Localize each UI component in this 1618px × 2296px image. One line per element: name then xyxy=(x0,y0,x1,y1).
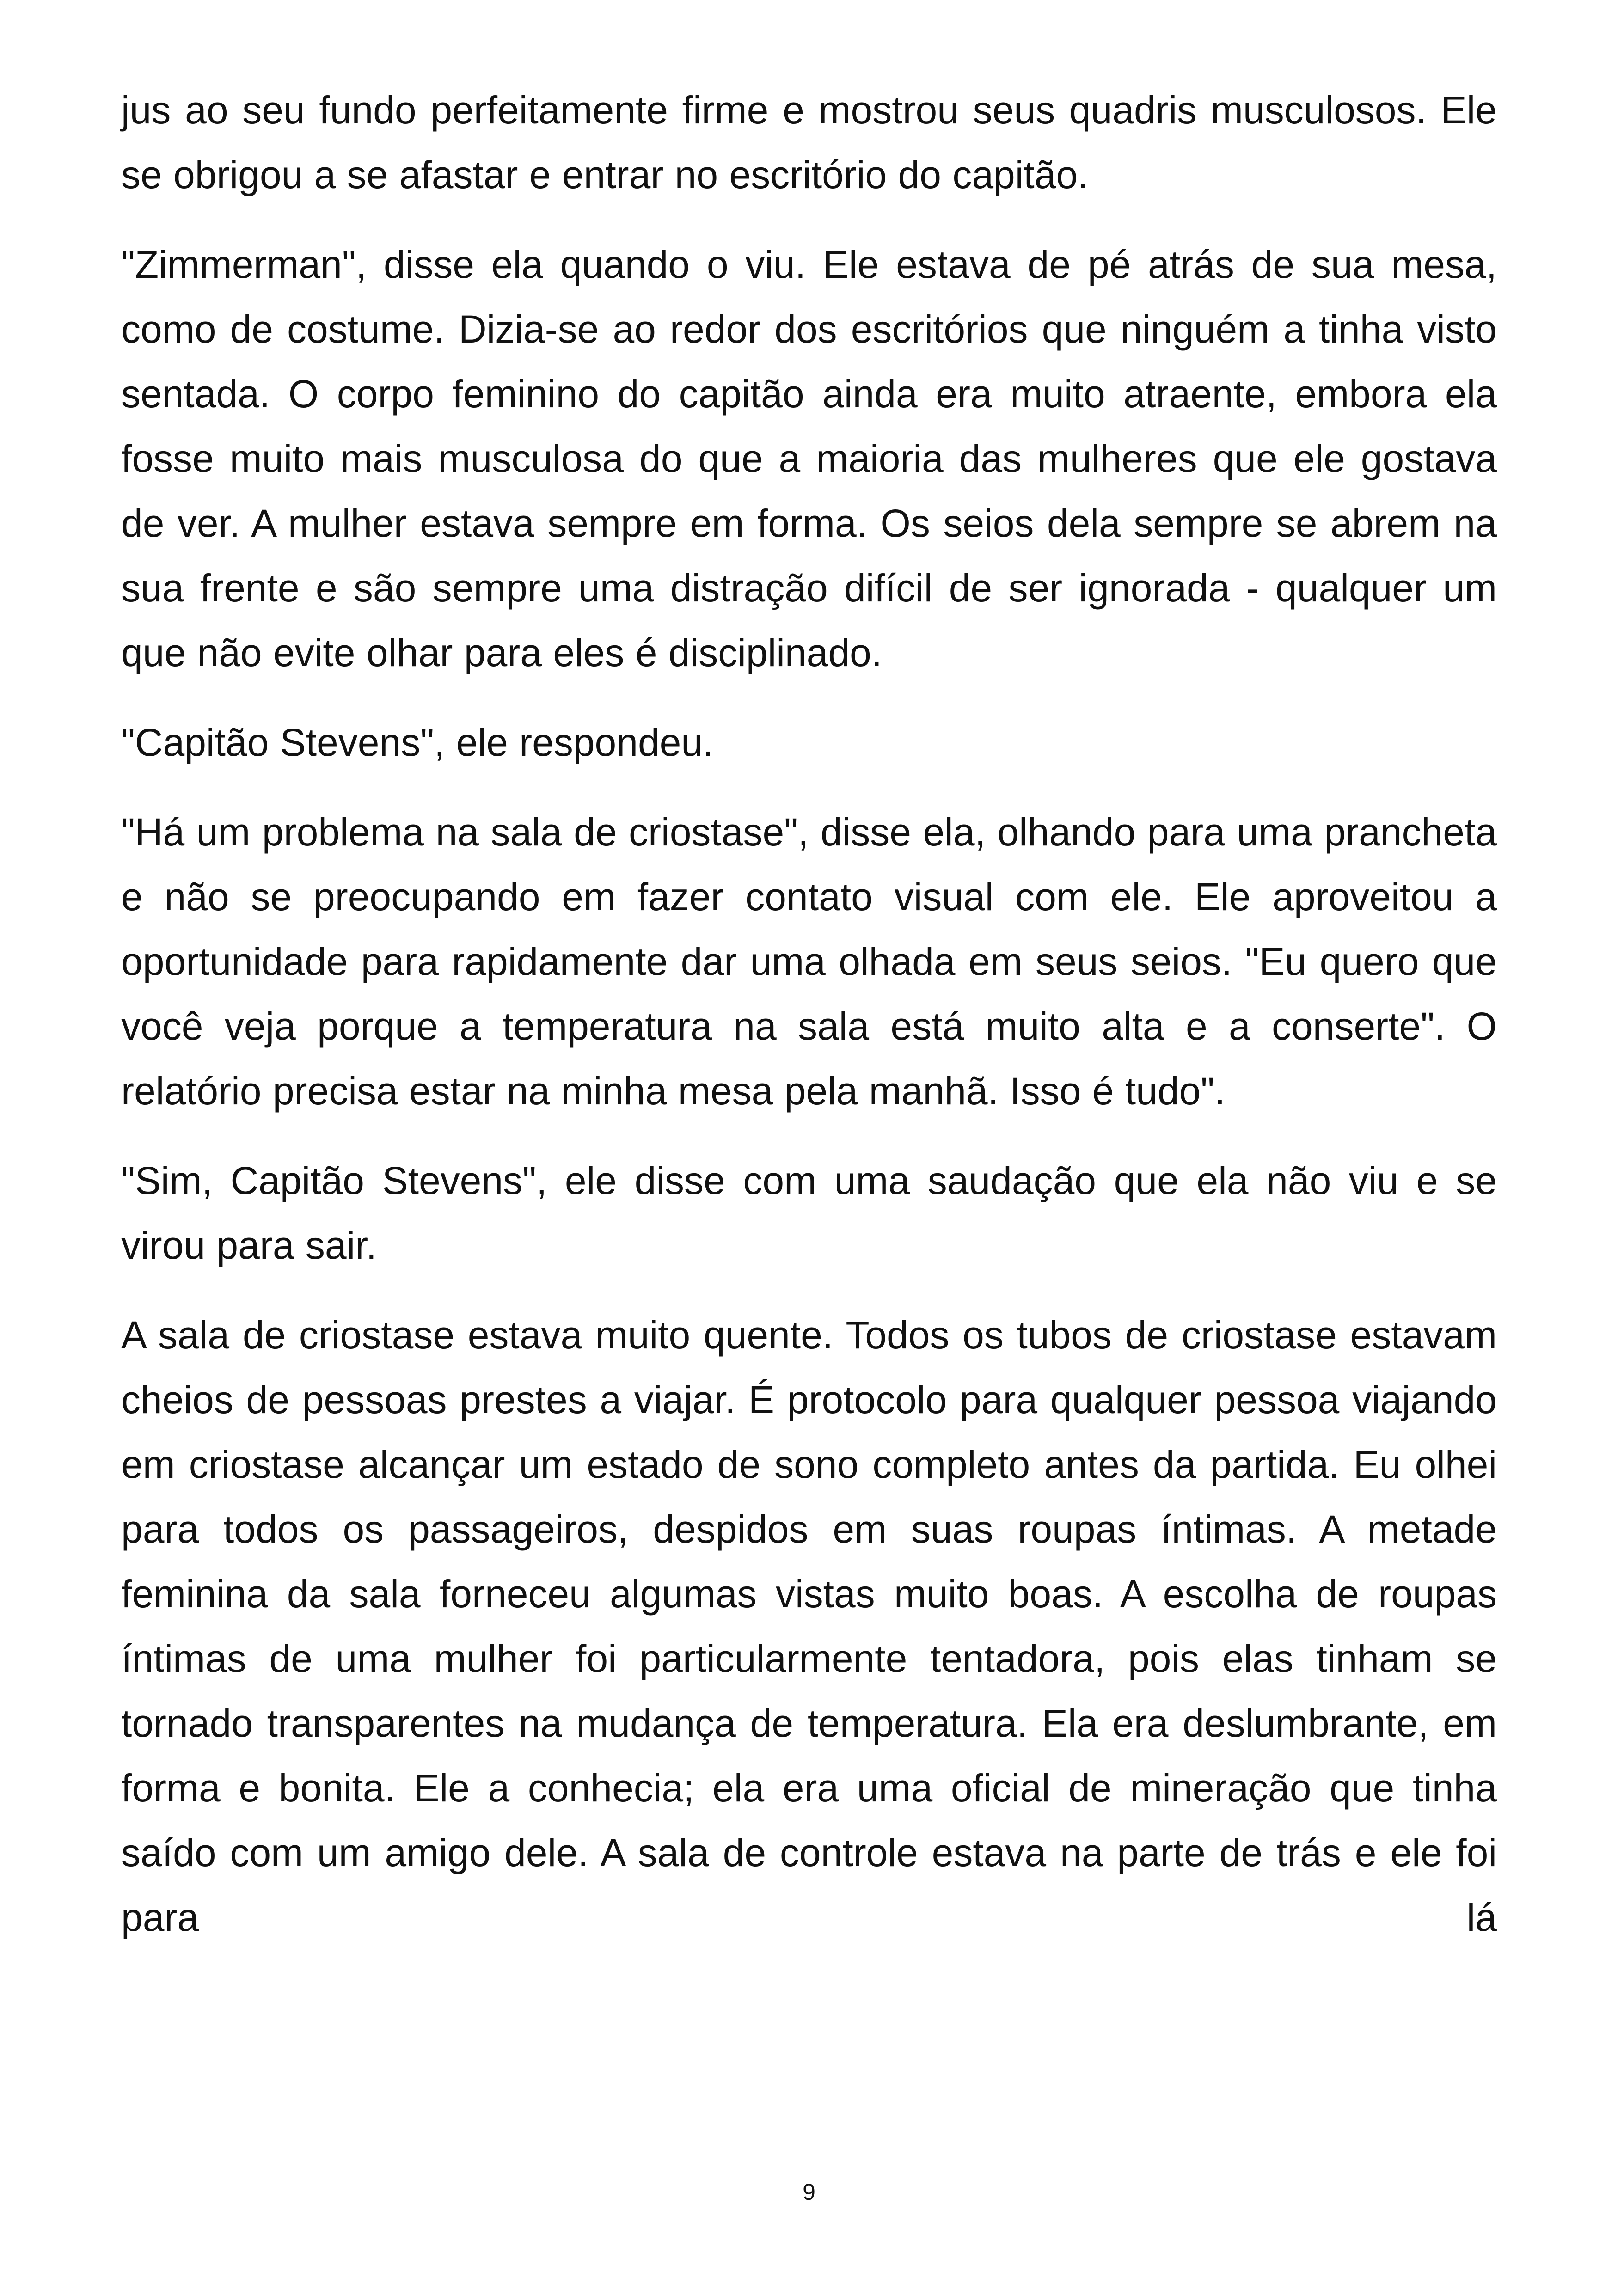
paragraph: "Há um problema na sala de criostase", disse ela, olhando para uma prancheta e não se preocupando em fazer contato visual com ele. Ele aproveitou a oportunidade para rapidamente dar uma olhada em seus seios. "Eu quero que você veja porque a temperatura na sala está muito alta e a conserte". O relatório precisa estar na minha mesa pela manhã. Isso é tudo". xyxy=(121,810,1497,1113)
paragraph: "Capitão Stevens", ele respondeu. xyxy=(121,721,714,764)
paragraph: "Sim, Capitão Stevens", ele disse com uma saudação que ela não viu e se virou para sair. xyxy=(121,1159,1497,1267)
paragraph: jus ao seu fundo perfeitamente firme e mostrou seus quadris musculosos. Ele se obrigou a se afastar e entrar no escritório do capitão. xyxy=(121,88,1497,196)
paragraph: "Zimmerman", disse ela quando o viu. Ele estava de pé atrás de sua mesa, como de costume. Dizia-se ao redor dos escritórios que ninguém a tinha visto sentada. O corpo feminino do capitão ainda era muito atraente, embora ela fosse muito mais musculosa do que a maioria das mulheres que ele gostava de ver. A mulher estava sempre em forma. Os seios dela sempre se abrem na sua frente e são sempre uma distração difícil de ser ignorada - qualquer um que não evite olhar para eles é disciplinado. xyxy=(121,243,1497,674)
paragraph: A sala de criostase estava muito quente. Todos os tubos de criostase estavam cheios de pessoas prestes a viajar. É protocolo para qualquer pessoa viajando em criostase alcançar um estado de sono completo antes da partida. Eu olhei para todos os passageiros, despidos em suas roupas íntimas. A metade feminina da sala forneceu algumas vistas muito boas. A escolha de roupas íntimas de uma mulher foi particularmente tentadora, pois elas tinham se tornado transparentes na mudança de temperatura. Ela era deslumbrante, em forma e bonita. Ele a conhecia; ela era uma oficial de mineração que tinha saído com um amigo dele. A sala de controle estava na parte de trás e ele foi para lá xyxy=(121,1313,1497,1939)
page-number: 9 xyxy=(803,2179,815,2205)
body-text xyxy=(121,78,1497,1950)
